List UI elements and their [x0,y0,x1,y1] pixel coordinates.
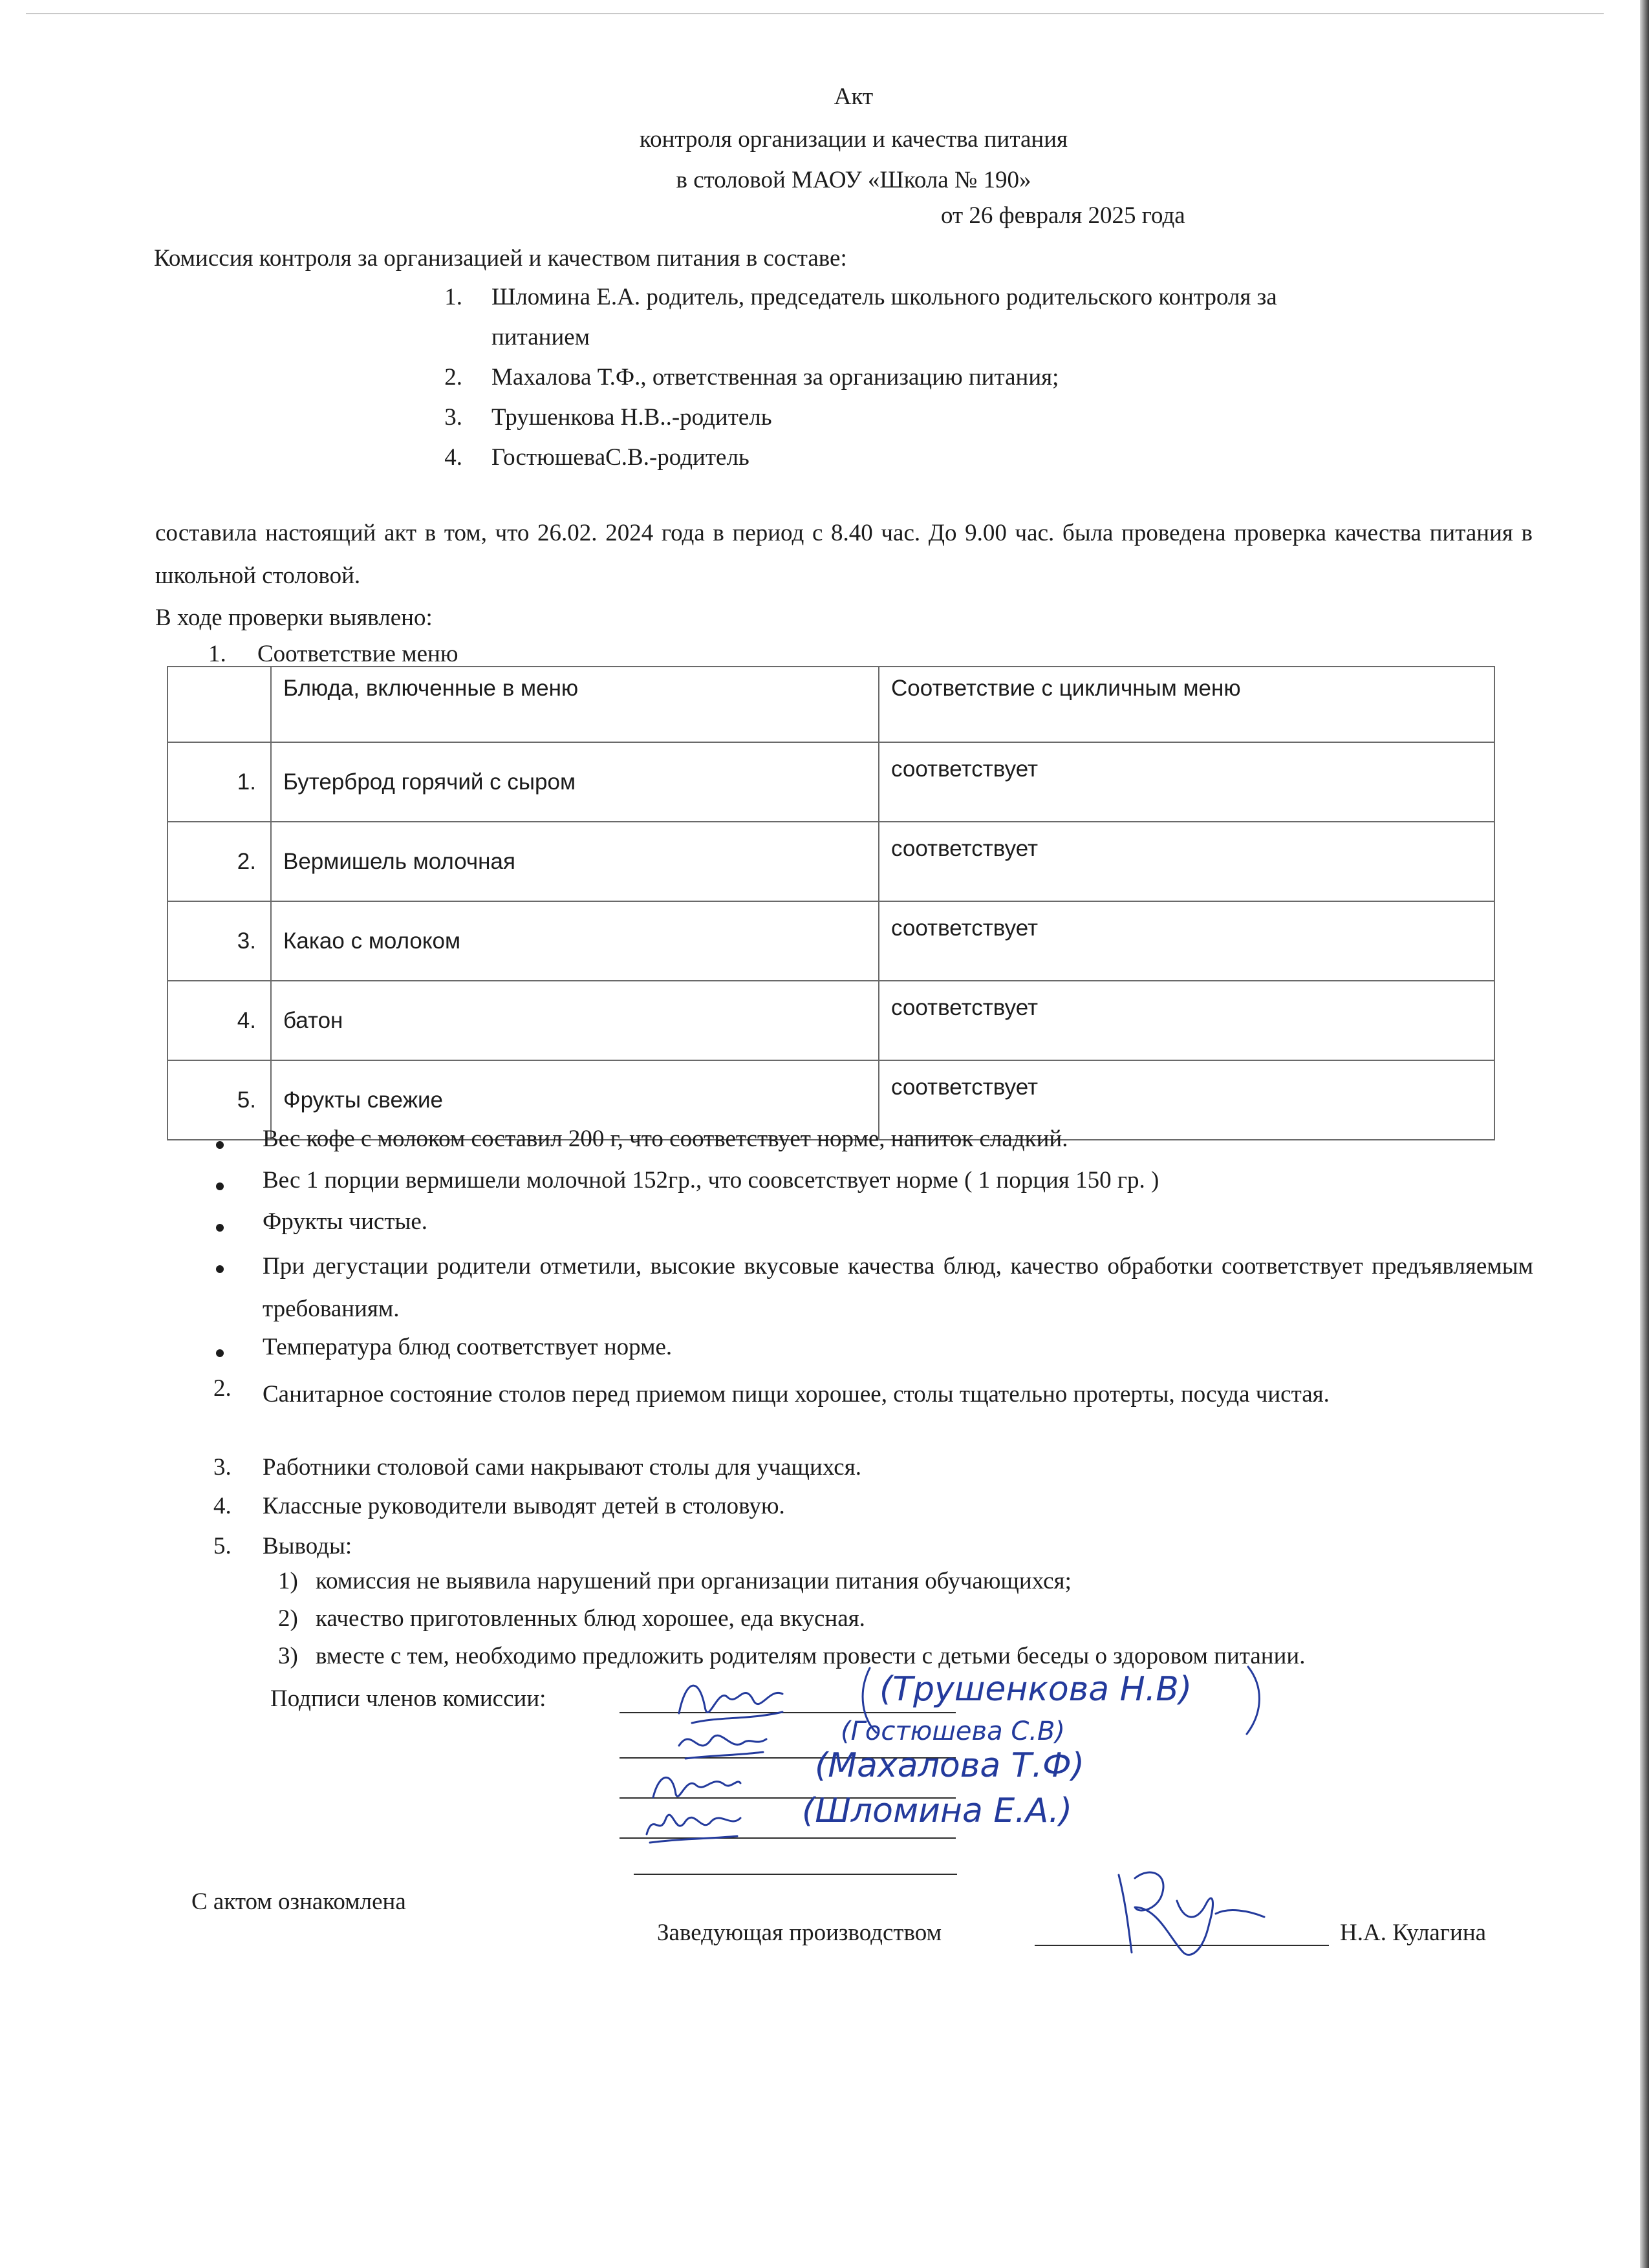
row-dish: Фрукты свежие [271,1060,879,1140]
handwritten-name-4: (Шломина Е.А.) [802,1792,1073,1830]
bullet-text: Фрукты чистые. [263,1208,428,1235]
member-number: 4. [444,444,462,471]
manager-position: Заведующая производством [657,1920,942,1946]
member-name: Трушенкова Н.В..-родитель [491,404,772,431]
bullet-text: При дегустации родители отметили, высокие вкусовые качества блюд, качество обработки соответствует предъявляемым требованиям. [263,1253,1533,1322]
document-subtitle-2: в столовой МАОУ «Школа № 190» [676,167,1031,193]
row-match: соответствует [879,901,1494,981]
table-row [167,822,1494,901]
table-row [167,901,1494,981]
section-number: 2. [213,1375,232,1402]
bullet-text: Температура блюд соответствует норме. [263,1334,673,1360]
manager-signature [1099,1862,1267,1965]
member-name: Шломина Е.А. родитель, председатель школьного родительского контроля за [491,284,1277,310]
bullet-dot [216,1141,224,1149]
signatures-label: Подписи членов комиссии: [270,1685,546,1712]
acknowledged-label: С актом ознакомлена [191,1888,406,1915]
section-text: Классные руководители выводят детей в столовую. [263,1493,785,1519]
bullet-dot [216,1349,224,1357]
row-match: соответствует [879,742,1494,822]
commission-intro: Комиссия контроля за организацией и качеством питания в составе: [154,245,847,272]
table-header-dishes: Блюда, включенные в меню [271,667,879,742]
table-header-row [167,667,1494,742]
handwritten-name-1: (Трушенкова Н.В) [879,1670,1192,1709]
handwritten-name-3: (Махалова Т.Ф) [815,1746,1085,1785]
manager-name: Н.А. Кулагина [1340,1920,1487,1946]
signature-line [634,1874,957,1875]
row-match: соответствует [879,981,1494,1060]
row-number: 3. [167,901,271,981]
bullet-dot [216,1182,224,1190]
row-number: 1. [167,742,271,822]
conclusion-number: 3) [278,1643,298,1669]
section-text: Выводы: [263,1533,352,1559]
conclusion-text: вместе с тем, необходимо предложить родителям провести с детьми беседы о здоровом питании. [316,1643,1306,1669]
handwritten-name-2: (Гостюшева С.В) [841,1717,1066,1746]
row-dish: батон [271,981,879,1060]
act-statement: составила настоящий акт в том, что 26.02. 2024 года в период с 8.40 час. До 9.00 час. была проведена проверка качества питания в школьной столовой. [155,520,1533,589]
section-text: Работники столовой сами накрывают столы для учащихся. [263,1454,861,1481]
member-number: 1. [444,284,462,310]
handwritten-signature-4 [640,1799,744,1850]
row-match: соответствует [879,822,1494,901]
scan-edge-top [26,13,1604,14]
row-dish: Какао с молоком [271,901,879,981]
member-number: 3. [444,404,462,431]
bullet-dot [216,1265,224,1273]
section-text: Санитарное состояние столов перед приемом пищи хорошее, столы тщательно протерты, посуда чистая. [263,1381,1330,1407]
table-row [167,742,1494,822]
section-1-title: Соответствие меню [257,641,458,667]
menu-table [167,666,1495,1140]
member-number: 2. [444,364,462,390]
document-date: от 26 февраля 2025 года [941,202,1185,229]
section-number: 3. [213,1454,232,1481]
section-number: 5. [213,1533,232,1559]
row-number: 5. [167,1060,271,1140]
bullet-text: Вес 1 порции вермишели молочной 152гр., что соовсетствует норме ( 1 порция 150 гр. ) [263,1167,1159,1193]
findings-intro: В ходе проверки выявлено: [155,604,433,631]
member-name: Махалова Т.Ф., ответственная за организацию питания; [491,364,1059,390]
section-number: 1. [208,641,226,667]
row-dish: Вермишель молочная [271,822,879,901]
table-header-number [167,667,271,742]
bullet-dot [216,1224,224,1232]
conclusion-text: качество приготовленных блюд хорошее, еда вкусная. [316,1605,865,1632]
table-row [167,981,1494,1060]
member-name-continued: питанием [491,324,590,350]
document-subtitle-1: контроля организации и качества питания [639,126,1068,153]
member-name: ГостюшеваС.В.-родитель [491,444,749,471]
conclusion-number: 2) [278,1605,298,1632]
row-number: 2. [167,822,271,901]
conclusion-number: 1) [278,1568,298,1594]
row-number: 4. [167,981,271,1060]
conclusion-text: комиссия не выявила нарушений при организации питания обучающихся; [316,1568,1072,1594]
document-title: Акт [834,83,874,110]
section-number: 4. [213,1493,232,1519]
scan-edge-right [1640,0,1649,2268]
table-header-match: Соответствие с цикличным меню [879,667,1494,742]
bullet-text: Вес кофе с молоком составил 200 г, что соответствует норме, напиток сладкий. [263,1126,1068,1152]
row-match: соответствует [879,1060,1494,1140]
row-dish: Бутерброд горячий с сыром [271,742,879,822]
